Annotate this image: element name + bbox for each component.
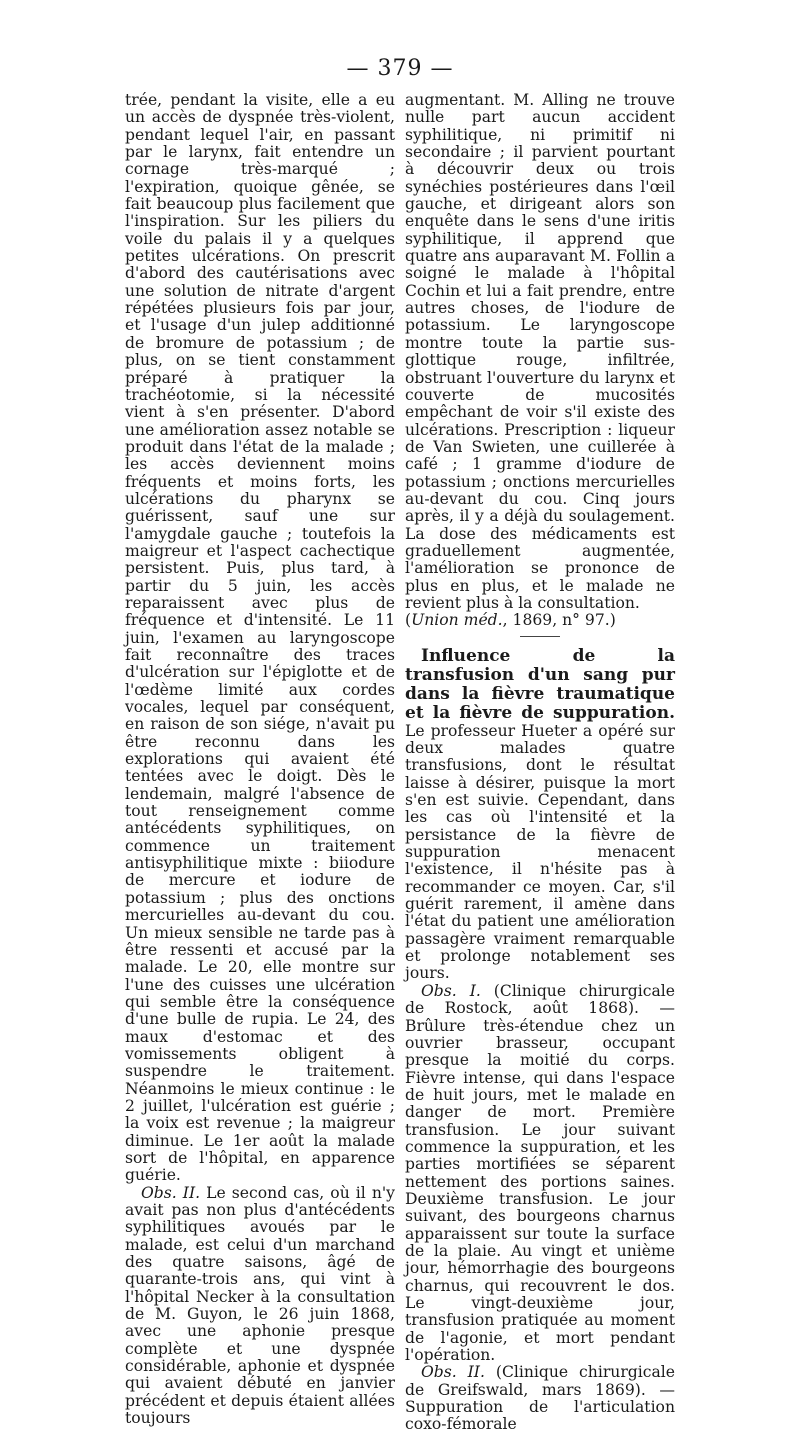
obs-label: Obs. II. (421, 1363, 485, 1382)
section-paragraph (405, 647, 675, 983)
section-heading: Influence de la transfusion d'un sang pur dans la fièvre traumatique et la fièvre de suppuration. (405, 645, 675, 723)
right-column (405, 92, 675, 1434)
citation-open: ( (405, 611, 412, 630)
obs-text: (Clinique chirurgicale de Rostock, août 1868). — Brûlure très-étendue chez un ouvrier brasseur, occupant presque la moitié du corps. Fièvre intense, qui dans l'espace de huit jours, met le malade en danger de mort. Première transfusion. Le jour suivant commence la suppuration, et les parties mortifiées se séparent nettement des portions saines. Deuxième transfusion. Le jour suivant, des bourgeons charnus apparaissent sur toute la surface de la plaie. Au vingt et unième jour, hémorrhagie des bourgeons charnus, qui recouvrent le dos. Le vingt-deuxième jour, transfusion pratiquée au moment de l'agonie, et mort pendant l'opération. (405, 981, 675, 1365)
right-observation-2 (405, 1364, 675, 1433)
left-paragraph-1: trée, pendant la visite, elle a eu un accès de dyspnée très-violent, pendant lequel l'air, en passant par le larynx, fait entendre un cornage très-marqué ; l'expiration, quoique gênée, se fait beaucoup plus facilement que l'inspiration. Sur les piliers du voile du palais il y a quelques petites ulcérations. On prescrit d'abord des cautérisations avec une solution de nitrate d'argent répétées plusieurs fois par jour, et l'usage d'un julep additionné de bromure de potassium ; de plus, on se tient constamment préparé à pratiquer la trachéotomie, si la nécessité vient à s'en présenter. D'abord une amélioration assez notable se produit dans l'état de la malade ; les accès deviennent moins fréquents et moins forts, les ulcérations du pharynx se guérissent, sauf une sur l'amygdale gauche ; toutefois la maigreur et l'aspect cachectique persistent. Puis, plus tard, à partir du 5 juin, les accès reparaissent avec plus de fréquence et d'intensité. Le 11 juin, l'examen au laryngoscope fait reconnaître des traces d'ulcération sur l'épiglotte et de l'œdème limité aux cordes vocales, lequel par conséquent, en raison de son siége, n'avait pu être reconnu dans les explorations qui avaient été tentées avec le doigt. Dès le lendemain, malgré l'absence de tout renseignement comme antécédents syphilitiques, on commence un traitement antisyphilitique mixte : biiodure de mercure et iodure de potassium ; plus des onctions mercurielles au-devant du cou. Un mieux sensible ne tarde pas à être ressenti et accusé par la malade. Le 20, elle montre sur l'une des cuisses une ulcération qui semble être la conséquence d'une bulle de rupia. Le 24, des maux d'estomac et des vomissements obligent à suspendre le traitement. Néanmoins le mieux continue : le 2 juillet, l'ulcération est guérie ; la voix est revenue ; la maigreur diminue. Le 1er août la malade sort de l'hôpital, en apparence guérie. (125, 91, 395, 1185)
section-divider (520, 636, 560, 637)
obs-label: Obs. II. (141, 1183, 201, 1202)
citation-rest: , 1869, n° 97.) (502, 611, 616, 630)
citation (405, 612, 675, 629)
obs-text: Le second cas, où il n'y avait pas non plus d'antécédents syphilitiques avoués par le malade, est celui d'un marchand des quatre saisons, âgé de quarante-trois ans, qui vint à l'hôpital Necker à la consultation de M. Guyon, le 26 juin 1868, avec une aphonie presque complète et une dyspnée considérable, aphonie et dyspnée qui avaient débuté en janvier précédent et depuis étaient allées toujours (125, 1183, 395, 1428)
left-column (125, 92, 395, 1427)
citation-source: Union méd. (411, 611, 503, 630)
page-number: — 379 — (346, 56, 454, 81)
obs-text: (Clinique chirurgicale de Greifswald, mars 1869). — Suppuration de l'articulation coxo-fémorale (405, 1363, 675, 1434)
left-observation-2 (125, 1185, 395, 1428)
section-intro-text: Le professeur Hueter a opéré sur deux malades quatre transfusions, dont le résultat laisse à désirer, puisque la mort s'en est suivie. Cependant, dans les cas où l'intensité et la persistance de la fièvre de suppuration menacent l'existence, il n'hésite pas à recommander ce moyen. Car, s'il guérit rarement, il amène dans l'état du patient une amélioration passagère vraiment remarquable et prolonge notablement ses jours. (405, 721, 675, 983)
right-observation-1 (405, 983, 675, 1365)
obs-label: Obs. I. (421, 981, 481, 1000)
right-paragraph-1: augmentant. M. Alling ne trouve nulle part aucun accident syphilitique, ni primitif ni secondaire ; il parvient pourtant à découvrir deux ou trois synéchies postérieures dans l'œil gauche, et dirigeant alors son enquête dans le sens d'une iritis syphilitique, il apprend que quatre ans auparavant M. Follin a soigné le malade à l'hôpital Cochin et lui a fait prendre, entre autres choses, de l'iodure de potassium. Le laryngoscope montre toute la partie sus-glottique rouge, infiltrée, obstruant l'ouverture du larynx et couverte de mucosités empêchant de voir s'il existe des ulcérations. Prescription : liqueur de Van Swieten, une cuillerée à café ; 1 gramme d'iodure de potassium ; onctions mercurielles au-devant du cou. Cinq jours après, il y a déjà du soulagement. La dose des médicaments est graduellement augmentée, l'amélioration se prononce de plus en plus, et le malade ne revient plus à la consultation. (405, 91, 675, 612)
